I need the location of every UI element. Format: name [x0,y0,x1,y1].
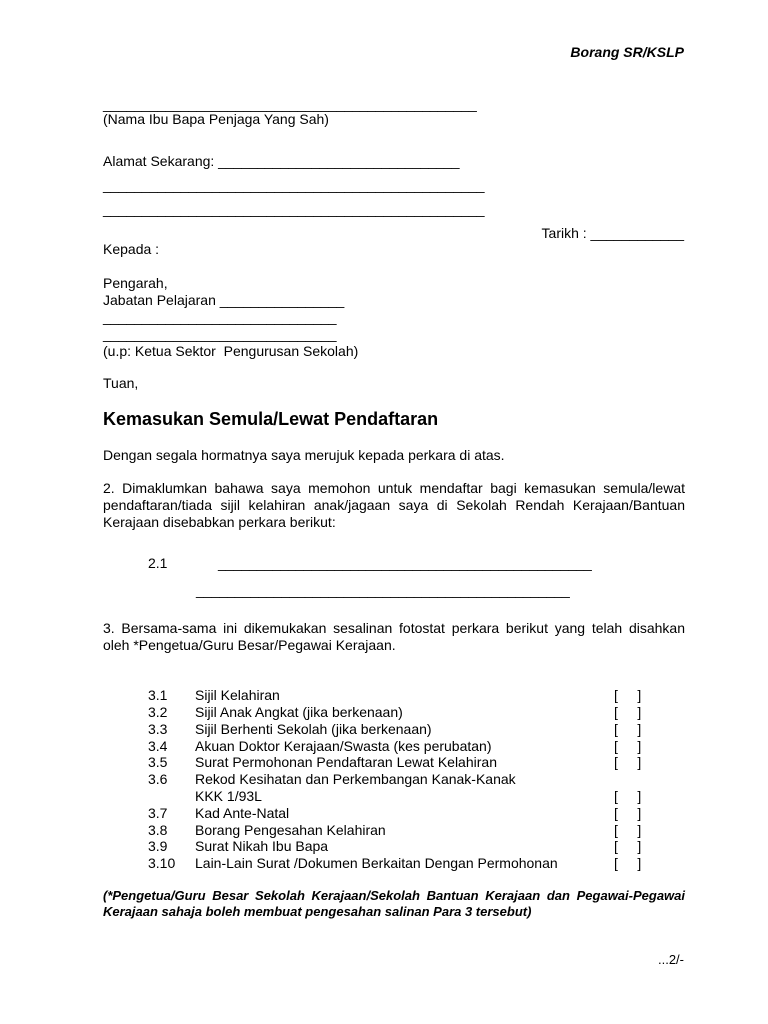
recipient-attention: (u.p: Ketua Sektor Pengurusan Sekolah) [103,343,359,359]
page-continuation-marker: ...2/- [657,952,684,967]
checklist-item [148,771,660,788]
checklist-number: 3.2 [148,704,168,720]
checklist-checkbox: [ ] [614,822,642,838]
checklist-item [148,738,660,755]
item-2-1-line: ________________________________________________ [218,555,592,571]
checklist-item [148,704,660,721]
checklist-label: Surat Nikah Ibu Bapa [195,838,329,854]
subject-title: Kemasukan Semula/Lewat Pendaftaran [103,409,439,429]
address-line-3: _________________________________________________ [103,201,485,217]
checklist-item [148,721,660,738]
checklist-number: 3.3 [148,721,168,737]
checklist-label: Borang Pengesahan Kelahiran [195,822,386,838]
checklist-number: 3.9 [148,838,168,854]
checklist-item [148,822,660,839]
checklist-label: Sijil Kelahiran [195,687,280,703]
certification-footnote: (*Pengetua/Guru Besar Sekolah Kerajaan/Sekolah Bantuan Kerajaan dan Pegawai-Pegawai Kerajaan sahaja boleh membuat pengesahan salinan Para 3 tersebut) [103,888,685,919]
checklist-checkbox: [ ] [614,754,642,770]
checklist-item [148,805,660,822]
to-label: Kepada : [103,241,160,257]
checklist-number: 3.4 [148,738,168,754]
form-code: Borang SR/KSLP [570,44,684,60]
checklist-checkbox: [ ] [614,788,642,804]
checklist-label: Lain-Lain Surat /Dokumen Berkaitan Dengan Permohonan [195,855,558,871]
checklist-label: Rekod Kesihatan dan Perkembangan Kanak-Kanak [195,771,516,787]
checklist-checkbox: [ ] [614,704,642,720]
checklist-label: Sijil Berhenti Sekolah (jika berkenaan) [195,721,432,737]
parent-name-line: ________________________________________________ [103,96,477,112]
checklist-checkbox: [ ] [614,805,642,821]
checklist-checkbox: [ ] [614,738,642,754]
recipient-line-3: ______________________________ [103,309,337,325]
recipient-line-2: Jabatan Pelajaran ________________ [103,292,345,308]
checklist-number: 3.5 [148,754,168,770]
checklist-label: KKK 1/93L [195,788,262,804]
recipient-line-1: Pengarah, [103,275,168,291]
checklist-item [148,855,660,872]
checklist-checkbox: [ ] [614,721,642,737]
checklist-number: 3.10 [148,855,176,871]
salutation: Tuan, [103,375,139,391]
opening-paragraph: Dengan segala hormatnya saya merujuk kepada perkara di atas. [103,447,505,463]
checklist-checkbox: [ ] [614,855,642,871]
item-2-1-number: 2.1 [148,555,168,571]
checklist-label: Sijil Anak Angkat (jika berkenaan) [195,704,403,720]
parent-name-caption: (Nama Ibu Bapa Penjaga Yang Sah) [103,111,329,127]
checklist-checkbox: [ ] [614,687,642,703]
checklist-label: Surat Permohonan Pendaftaran Lewat Kelahiran [195,754,497,770]
address-label: Alamat Sekarang: _______________________________ [103,153,460,169]
paragraph-3: 3. Bersama-sama ini dikemukakan sesalinan fotostat perkara berikut yang telah disahkan oleh *Pengetua/Guru Besar/Pegawai Kerajaan. [103,620,685,653]
checklist-item [148,838,660,855]
checklist-label: Akuan Doktor Kerajaan/Swasta (kes perubatan) [195,738,492,754]
paragraph-2: 2. Dimaklumkan bahawa saya memohon untuk mendaftar bagi kemasukan semula/lewat pendaftaran/tiada sijil kelahiran anak/jagaan saya di Sekolah Rendah Kerajaan/Bantuan Kerajaan disebabkan perkara berikut: [103,480,685,530]
date-label: Tarikh : ____________ [541,225,684,241]
checklist-item [148,754,660,771]
checklist-item [148,788,660,805]
item-2-1-line-2: ________________________________________________ [196,582,570,598]
checklist-checkbox: [ ] [614,838,642,854]
address-line-2: _________________________________________________ [103,177,485,193]
checklist-number: 3.7 [148,805,168,821]
checklist-item [148,687,660,704]
checklist-number: 3.8 [148,822,168,838]
checklist-number: 3.1 [148,687,168,703]
checklist-label: Kad Ante-Natal [195,805,290,821]
recipient-line-4: ______________________________ [103,326,337,342]
checklist-number: 3.6 [148,771,168,787]
